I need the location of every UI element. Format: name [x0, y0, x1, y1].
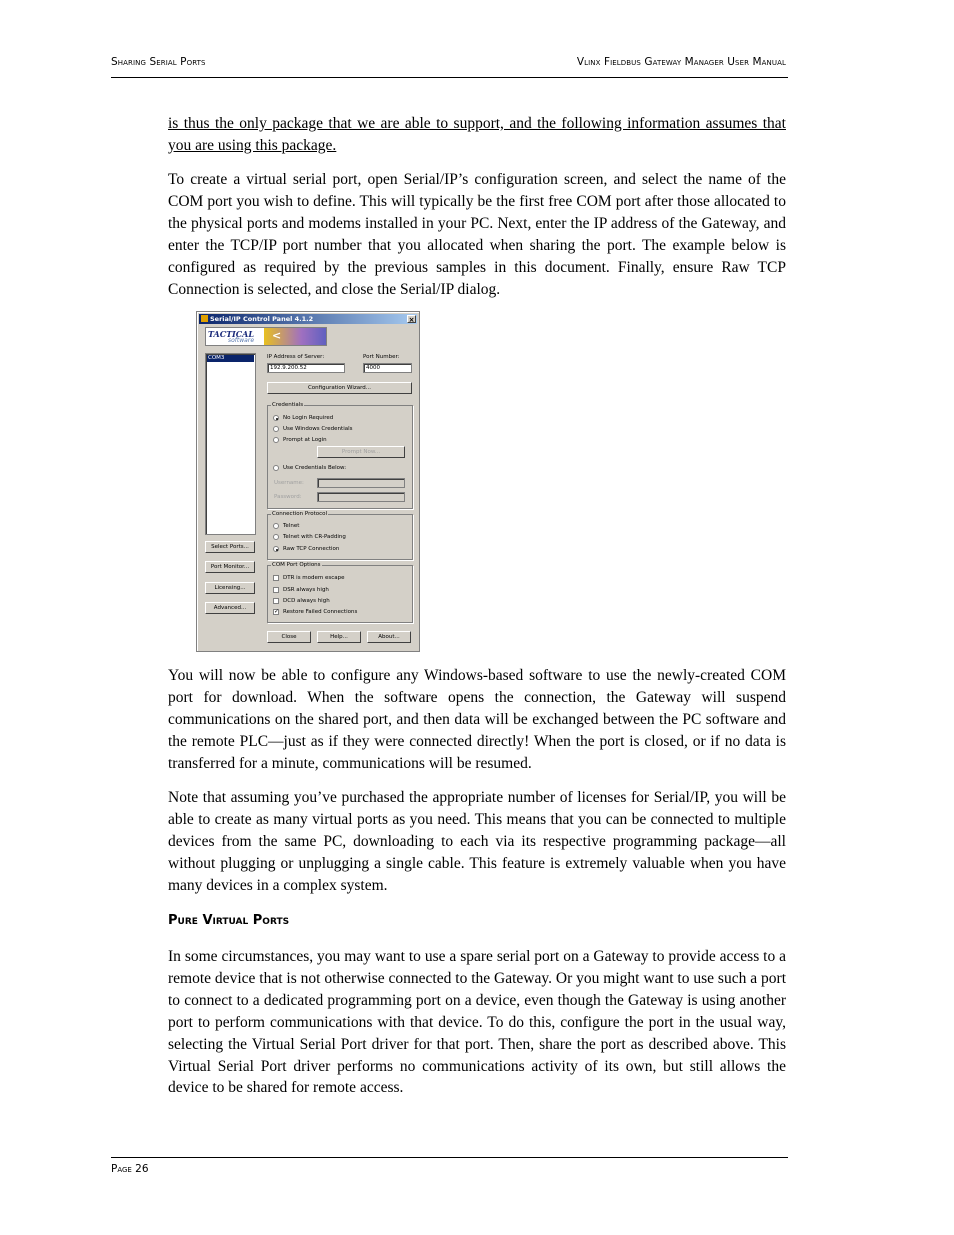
username-input[interactable]	[317, 478, 405, 488]
prompt-at-login-label: Prompt at Login	[283, 437, 327, 443]
dcd-checkbox[interactable]	[273, 598, 279, 604]
telnet-label: Telnet	[283, 523, 300, 529]
port-number-input[interactable]: 4000	[363, 363, 412, 373]
ip-address-input[interactable]: 192.9.200.52	[267, 363, 345, 373]
prompt-now-button[interactable]: Prompt Now...	[317, 446, 405, 458]
port-monitor-button[interactable]: Port Monitor...	[205, 561, 255, 573]
raw-tcp-radio[interactable]	[273, 546, 279, 552]
com-port-options-group-title: COM Port Options	[272, 562, 321, 568]
configuration-wizard-button[interactable]: Configuration Wizard...	[267, 382, 412, 394]
windows-credentials-label: Use Windows Credentials	[283, 426, 353, 432]
footer-rule	[111, 1157, 788, 1158]
password-label: Password:	[274, 494, 302, 500]
list-item[interactable]: COM3	[207, 355, 254, 362]
paragraph-pure-virtual-ports: In some circumstances, you may want to use a spare serial port on a Gateway to provide access to a remote device that is not otherwise connected to the Gateway. Or you might want to use such a port to connect to a dedicated programming port on a device, even though the Gateway is using another port to perform communications with that device. To do this, configure the port in the usual way, selecting the Virtual Serial Port driver for that port. Then, share the port as described above. This Virtual Serial Port driver performs no communications activity of its own, but still allows the device to be shared for remote access.	[168, 948, 786, 1097]
header-rule	[111, 77, 788, 78]
paragraph-intro	[168, 113, 786, 157]
windows-credentials-radio[interactable]	[273, 426, 279, 432]
credentials-group-title: Credentials	[272, 402, 304, 408]
restore-failed-label: Restore Failed Connections	[283, 609, 358, 615]
select-ports-button[interactable]: Select Ports...	[205, 541, 255, 553]
running-header-right: Vlinx Fieldbus Gateway Manager User Manual	[576, 56, 786, 68]
logo-brand: TACTICAL	[208, 329, 254, 339]
restore-failed-checkbox[interactable]: ✓	[274, 608, 280, 615]
ip-address-label: IP Address of Server:	[267, 354, 325, 360]
dialog-title: Serial/IP Control Panel 4.1.2	[210, 315, 314, 323]
section-heading: Pure Virtual Ports	[168, 913, 290, 928]
paragraph-configure-software: You will now be able to configure any Windows-based software to use the newly-created COM port for download. When the software opens the connection, the Gateway will suspend communications on the shared port, and then data will be exchanged between the PC software and the remote PLC—just as if they were connected directly! When the port is closed, or if no data is transferred for a minute, communications will be resumed.	[168, 667, 786, 772]
prompt-at-login-radio[interactable]	[273, 437, 279, 443]
telnet-cr-padding-label: Telnet with CR-Padding	[283, 534, 346, 540]
dcd-label: DCD always high	[283, 598, 330, 604]
connection-protocol-group-title: Connection Protocol	[272, 511, 328, 517]
advanced-button[interactable]: Advanced...	[205, 602, 255, 614]
dialog-titlebar	[199, 314, 417, 324]
telnet-radio[interactable]	[273, 523, 279, 529]
no-login-label: No Login Required	[283, 415, 334, 421]
paragraph-licenses: Note that assuming you’ve purchased the appropriate number of licenses for Serial/IP, you will be able to create as many virtual ports as you need. This means that you can be connected to multiple devices from the same PC, downloading to each via its respective programming package—all without plugging or unplugging a single cable. This feature is extremely valuable when you have many devices in a complex system.	[168, 789, 786, 894]
telnet-cr-padding-radio[interactable]	[273, 534, 279, 540]
use-credentials-below-radio[interactable]	[273, 465, 279, 471]
logo-mark: <	[272, 329, 282, 342]
logo-strip	[264, 328, 326, 345]
com-port-list[interactable]	[205, 353, 256, 535]
close-icon[interactable]: ×	[408, 316, 415, 324]
underlined-text: is thus the only package that we are able to support, and the following information assumes that you are using this package.	[168, 115, 786, 154]
port-number-label: Port Number:	[363, 354, 400, 360]
logo-brand-sub: software	[228, 337, 255, 344]
raw-tcp-label: Raw TCP Connection	[283, 546, 340, 552]
licensing-button[interactable]: Licensing...	[205, 582, 255, 594]
running-header-left: Sharing Serial Ports	[111, 56, 206, 68]
app-icon	[201, 315, 208, 322]
help-button[interactable]: Help...	[317, 631, 361, 643]
paragraph-create-virtual-port: To create a virtual serial port, open Serial/IP’s configuration screen, and select the name of the COM port you wish to define. This will typically be the first free COM port after those allocated to the physical ports and modems installed in your PC. Next, enter the IP address of the Gateway, and enter the TCP/IP port number that you allocated when sharing the port. The example below is configured as required by the previous samples in this document. Finally, ensure Raw TCP Connection is selected, and close the Serial/IP dialog.	[168, 171, 786, 298]
username-label: Username:	[274, 480, 304, 486]
dtr-checkbox[interactable]	[273, 575, 279, 581]
dsr-checkbox[interactable]	[273, 587, 279, 593]
serial-ip-dialog-screenshot	[196, 311, 420, 652]
close-button[interactable]: Close	[267, 631, 311, 643]
use-credentials-below-label: Use Credentials Below:	[283, 465, 347, 471]
password-input[interactable]	[317, 492, 405, 502]
dtr-label: DTR is modem escape	[283, 575, 345, 581]
tactical-software-logo	[205, 327, 327, 346]
page-number: Page 26	[111, 1163, 149, 1175]
dsr-label: DSR always high	[283, 587, 329, 593]
about-button[interactable]: About...	[367, 631, 411, 643]
no-login-radio[interactable]	[273, 415, 279, 421]
